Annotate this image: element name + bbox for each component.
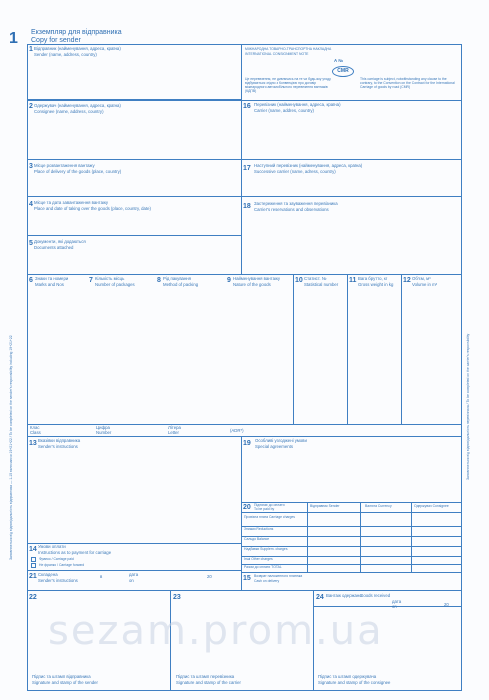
box-21-number: 21 — [29, 573, 37, 580]
box-15-label-ua: Возврат наложенного платежа — [254, 574, 303, 578]
box-7-label-en: Number of packages — [95, 282, 135, 287]
box-24-sig-en: Signature and stamp of the consignee — [318, 680, 391, 685]
box-21-date-en: on — [129, 578, 134, 583]
box-8-label-en: Method of packing — [163, 282, 199, 287]
box-20-row-carriage: Провізна плата Carriage charges — [244, 515, 295, 519]
box-10-label-en: Statistical number — [304, 282, 339, 287]
box-20-label-en: To be paid by — [254, 507, 275, 511]
box-1-label-ua: Відправник (найменування, адреса, країна) — [34, 46, 121, 51]
box-23-number: 23 — [173, 594, 181, 601]
box-17-label-ua: Наступний перевізник (найменування, адреса, країна) — [254, 163, 363, 168]
box-19-number: 19 — [243, 440, 251, 447]
box-15-number: 15 — [243, 575, 251, 582]
box-10-label-ua: Статист. № — [304, 276, 327, 281]
side-text-left: Заповнюється під відповідальність відправника — 1-15 включаючи 19+21+22 / To be completed on the sender's responsibility including 19+21+22 — [9, 335, 13, 560]
carriage-paid-label: Франко / Carriage paid — [39, 557, 74, 561]
carriage-forward-label: Не франко / Carriage forward — [39, 563, 85, 567]
box-20-number: 20 — [243, 504, 251, 511]
box-1-number: 1 — [29, 46, 33, 53]
box-8-label-ua: Рід пакування — [163, 276, 192, 281]
box-11-label-en: Gross weight in kg — [358, 282, 394, 287]
box-12-label-ua: Об'єм, м³ — [412, 276, 431, 281]
box-23-label-ua: Підпис та штамп перевізника — [176, 674, 235, 679]
adr-label: (ADR*) — [230, 428, 244, 433]
box-19-label-en: Special agreements — [255, 444, 293, 449]
box-21-label-ua: Складена — [38, 572, 58, 577]
box-16-number: 16 — [243, 103, 251, 110]
box-3-number: 3 — [29, 163, 33, 170]
frame-top — [27, 44, 462, 45]
box-20-col-currency: Валюта Currency — [365, 504, 392, 508]
copy-number: 1 — [9, 30, 18, 47]
box-14-number: 14 — [29, 546, 37, 553]
box-9-number: 9 — [227, 277, 231, 284]
header-en-title: INTERNATIONAL CONSIGNMENT NOTE — [245, 52, 309, 56]
header-ua-text: Це перевезення, не дивлячись на те чи будь-яку угоду, відбувається згідно з Конвенцією про договір міжнародного автомобільного перевезення вантажів (КДПВ) — [245, 77, 332, 93]
cmr-logo: CMR — [332, 66, 354, 77]
watermark: sezam.prom.ua — [48, 608, 384, 654]
box-10-number: 10 — [295, 277, 303, 284]
box-17-number: 17 — [243, 165, 251, 172]
box-20-row-balance: Сальдо Balance — [244, 537, 270, 541]
box-24-number: 24 — [316, 594, 324, 601]
box-20-row-reductions: Знижки Reductions — [244, 527, 274, 531]
box-4-number: 4 — [29, 201, 33, 208]
box-11-number: 11 — [349, 277, 357, 284]
box-21-label-en: Sender's instructions — [38, 578, 78, 583]
adr-number-ua: Цифра — [96, 425, 110, 430]
box-23-label-en: Signature and stamp of the carrier — [176, 680, 241, 685]
copy-title-ua: Екземпляр для відправника — [31, 29, 122, 36]
box-16-label-en: Carrier (name, addres, country) — [254, 108, 314, 113]
box-13-number: 13 — [29, 440, 37, 447]
box-4-label-en: Place and date of taking over the goods (place, country, date) — [34, 206, 151, 211]
adr-letter-en: Letter — [168, 430, 179, 435]
box-16-label-ua: Перевізник (найменування, адреса, країна) — [254, 102, 341, 107]
box-5-number: 5 — [29, 240, 33, 247]
box-20-col-consignee: Одержувач Consignee — [414, 504, 449, 508]
box-1-label-en: Sender (name, address, country) — [34, 52, 97, 57]
frame-left — [27, 44, 28, 690]
box-21-year: 20 — [207, 574, 212, 579]
box-21-date-ua: дата — [129, 572, 139, 577]
box-12-label-en: Volume in m³ — [412, 282, 438, 287]
box-11-label-ua: Вага брутто, кг — [358, 276, 388, 281]
box-20-col-sender: Відправник Sender — [310, 504, 340, 508]
box-20-row-supplem: Надбавки Supplem. charges — [244, 547, 288, 551]
frame-right — [461, 44, 462, 690]
box-9-label-ua: Найменування вантажу — [233, 276, 281, 281]
box-22-label-en: Signature and stamp of the sender — [32, 680, 98, 685]
box-5-label-en: Documents attached — [34, 245, 74, 250]
box-4-label-ua: Місце та дата завантаження вантажу — [34, 200, 109, 205]
box-3-label-en: Place of delivery of the goods (place, country) — [34, 169, 122, 174]
box-24-sig-ua: Підпис та штамп одержувача — [318, 674, 377, 679]
box-5-label-ua: Документи, які додаються — [34, 239, 86, 244]
box-24-year: 20 — [444, 602, 449, 607]
box-2-label-en: Consignee (name, address, country) — [34, 109, 104, 114]
box-12-number: 12 — [403, 277, 411, 284]
adr-class-en: Class — [30, 430, 41, 435]
box-18-label-en: Carrier's reservations and observations — [254, 207, 329, 212]
side-text-right: Заповнюється під відповідальність перевізника / To be completed on the carrier's responsibility — [466, 333, 470, 480]
box-17-label-en: Successive carrier (name, adress, country) — [254, 169, 336, 174]
box-20-label-ua: Підлягає до оплати — [254, 503, 285, 507]
adr-letter-ua: Літера — [168, 425, 181, 430]
header-ua-title: МІЖНАРОДНА ТОВАРНО-ТРАНСПОРТНА НАКЛАДНА — [245, 47, 332, 51]
box-2-number: 2 — [29, 103, 33, 110]
adr-class-ua: Клас — [30, 425, 40, 430]
box-7-label-ua: Кількість місць — [95, 276, 125, 281]
box-24-date-en: on — [392, 604, 397, 609]
box-13-label-ua: Вказівки відправника — [38, 438, 81, 443]
box-9-label-en: Nature of the goods — [233, 282, 271, 287]
box-18-number: 18 — [243, 203, 251, 210]
box-24-label-ua: Вантаж одержано — [326, 593, 362, 598]
box-14-label-en: Instructions as to payment for carriage — [38, 550, 112, 555]
copy-title-en: Copy for sender — [31, 37, 81, 44]
box-6-label-en: Marks and Nos — [35, 282, 64, 287]
carriage-forward-checkbox[interactable] — [31, 563, 36, 568]
box-22-number: 22 — [29, 594, 37, 601]
frame-bottom — [27, 690, 462, 691]
box-2-label-ua: Одержувач (найменування, адреса, країна) — [34, 103, 121, 108]
box-24-date-ua: дата — [392, 599, 402, 604]
box-19-label-ua: Особливі узгоджені умови — [255, 438, 307, 443]
box-3-label-ua: Місце розвантаження вантажу — [34, 163, 95, 168]
box-14-label-ua: Умови оплати — [38, 544, 66, 549]
header-en-text: This carriage is subject, notwithstanding any clause to the contrary, to the Convention on the Contract for the International Carriage of goods by road (CMR) — [360, 77, 455, 89]
header-no-label: А № — [334, 58, 344, 63]
box-7-number: 7 — [89, 277, 93, 284]
box-15-label-en: Cash on delivery — [254, 579, 280, 583]
adr-number-en: Number — [96, 430, 112, 435]
box-6-number: 6 — [29, 277, 33, 284]
box-13-label-en: Sender's instructions — [38, 444, 78, 449]
box-20-row-other: Інші Other charges — [244, 557, 273, 561]
carriage-paid-checkbox[interactable] — [31, 557, 36, 562]
box-20-row-total: Разом до сплати TOTAL — [244, 565, 282, 569]
box-6-label-ua: Знаки та номери — [35, 276, 69, 281]
box-21-at: в — [100, 574, 103, 579]
box-8-number: 8 — [157, 277, 161, 284]
box-24-label-en: Goods received — [360, 593, 391, 598]
box-18-label-ua: Застереження та зауваження перевізника — [254, 201, 338, 206]
box-22-label-ua: Підпис та штамп відправника — [32, 674, 91, 679]
